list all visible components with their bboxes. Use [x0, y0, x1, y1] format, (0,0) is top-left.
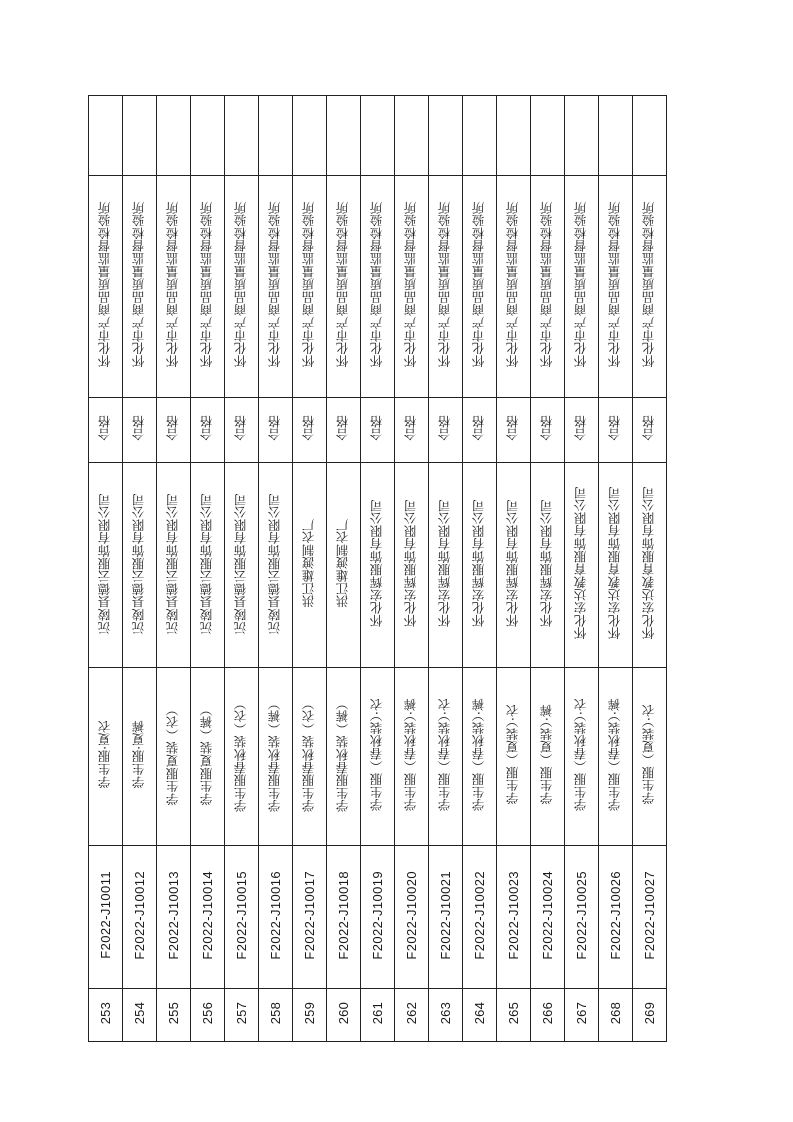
- code-cell: [89, 846, 123, 989]
- code-text: F2022-J10019: [370, 870, 385, 960]
- product-cell: [565, 668, 599, 846]
- agency-text: 怀化市产商品质量监督检验所: [97, 201, 113, 368]
- company-cell: [429, 463, 463, 668]
- product-cell: [531, 668, 565, 846]
- agency-text: 怀化市产商品质量监督检验所: [505, 201, 521, 368]
- agency-text: 怀化市产商品质量监督检验所: [607, 201, 623, 368]
- blank-cell: [293, 96, 327, 176]
- row-number-cell: [497, 989, 531, 1042]
- agency-cell: [293, 176, 327, 398]
- product-cell: [599, 668, 633, 846]
- agency-text: 怀化市产商品质量监督检验所: [641, 201, 657, 368]
- result-cell: [565, 398, 599, 463]
- result-cell: [157, 398, 191, 463]
- code-text: F2022-J10012: [132, 870, 147, 960]
- company-cell: [123, 463, 157, 668]
- table-band-agency: [89, 176, 701, 398]
- agency-text: 怀化市产商品质量监督检验所: [369, 201, 385, 368]
- agency-text: 怀化市产商品质量监督检验所: [199, 201, 215, 368]
- result-cell: [259, 398, 293, 463]
- agency-cell: [633, 176, 667, 398]
- row-number-cell: [327, 989, 361, 1042]
- code-cell: [531, 846, 565, 989]
- result-cell: [633, 398, 667, 463]
- company-text: 怀化宏达教育服饰有限公司: [573, 486, 589, 640]
- code-cell: [225, 846, 259, 989]
- result-text: 合格: [471, 415, 487, 441]
- product-text: 学生服（夏装）·衣: [505, 704, 521, 805]
- company-text: 沅陵县德云服饰有限公司: [131, 492, 147, 634]
- blank-cell: [225, 96, 259, 176]
- product-text: 学生服·夏衣: [97, 720, 113, 789]
- company-cell: [293, 463, 327, 668]
- code-text: F2022-J10025: [574, 870, 589, 960]
- row-number-cell: [565, 989, 599, 1042]
- result-text: 合格: [199, 415, 215, 441]
- code-text: F2022-J10018: [336, 870, 351, 960]
- row-number-text: 269: [642, 1001, 657, 1025]
- product-cell: [395, 668, 429, 846]
- result-text: 合格: [165, 415, 181, 441]
- company-cell: [191, 463, 225, 668]
- agency-text: 怀化市产商品质量监督检验所: [335, 201, 351, 368]
- result-text: 合格: [97, 415, 113, 441]
- company-text: 沅陵县德云服饰有限公司: [97, 492, 113, 634]
- result-cell: [361, 398, 395, 463]
- company-text: 沅陵县德云服饰有限公司: [233, 492, 249, 634]
- agency-cell: [361, 176, 395, 398]
- product-text: 学生服（春秋装）·裤: [403, 697, 419, 812]
- product-cell: [327, 668, 361, 846]
- product-cell: [497, 668, 531, 846]
- blank-cell: [89, 96, 123, 176]
- company-text: 怀化宏辉服饰有限公司: [369, 499, 385, 627]
- agency-text: 怀化市产商品质量监督检验所: [403, 201, 419, 368]
- result-text: 合格: [403, 415, 419, 441]
- company-text: 怀化宏辉服饰有限公司: [505, 499, 521, 627]
- agency-text: 怀化市产商品质量监督检验所: [437, 201, 453, 368]
- agency-cell: [157, 176, 191, 398]
- agency-text: 怀化市产商品质量监督检验所: [131, 201, 147, 368]
- company-cell: [633, 463, 667, 668]
- code-text: F2022-J10026: [608, 870, 623, 960]
- blank-cell: [157, 96, 191, 176]
- code-text: F2022-J10023: [506, 870, 521, 960]
- result-text: 合格: [233, 415, 249, 441]
- product-cell: [89, 668, 123, 846]
- product-cell: [463, 668, 497, 846]
- row-number-cell: [293, 989, 327, 1042]
- company-cell: [259, 463, 293, 668]
- product-cell: [429, 668, 463, 846]
- blank-cell: [531, 96, 565, 176]
- company-text: 怀化宏辉服饰有限公司: [471, 499, 487, 627]
- row-number-cell: [191, 989, 225, 1042]
- company-text: 洪江雄渡制衣厂: [301, 518, 317, 608]
- blank-cell: [191, 96, 225, 176]
- row-number-text: 256: [200, 1001, 215, 1025]
- company-cell: [395, 463, 429, 668]
- code-text: F2022-J10011: [98, 871, 113, 959]
- agency-cell: [565, 176, 599, 398]
- result-text: 合格: [641, 415, 657, 441]
- code-cell: [259, 846, 293, 989]
- product-text: 学生服（春秋装）·裤: [471, 697, 487, 812]
- row-number-text: 262: [404, 1001, 419, 1025]
- code-cell: [497, 846, 531, 989]
- company-text: 怀化宏达教育服饰有限公司: [607, 486, 623, 640]
- code-text: F2022-J10013: [166, 870, 181, 960]
- product-cell: [157, 668, 191, 846]
- code-cell: [599, 846, 633, 989]
- product-text: 学生服春秋装（衣）: [233, 696, 249, 813]
- result-text: 合格: [573, 415, 589, 441]
- blank-cell: [599, 96, 633, 176]
- code-cell: [361, 846, 395, 989]
- row-number-text: 259: [302, 1001, 317, 1025]
- row-number-cell: [395, 989, 429, 1042]
- code-cell: [463, 846, 497, 989]
- agency-text: 怀化市产商品质量监督检验所: [165, 201, 181, 368]
- blank-cell: [395, 96, 429, 176]
- blank-cell: [123, 96, 157, 176]
- product-text: 学生服（春秋装）·衣: [369, 697, 385, 812]
- company-cell: [599, 463, 633, 668]
- row-number-cell: [463, 989, 497, 1042]
- row-number-cell: [225, 989, 259, 1042]
- company-cell: [361, 463, 395, 668]
- code-cell: [157, 846, 191, 989]
- agency-cell: [599, 176, 633, 398]
- code-text: F2022-J10014: [200, 870, 215, 960]
- product-text: 学生服·夏裤: [131, 720, 147, 789]
- result-text: 合格: [335, 415, 351, 441]
- code-cell: [123, 846, 157, 989]
- result-cell: [123, 398, 157, 463]
- product-cell: [225, 668, 259, 846]
- row-number-cell: [633, 989, 667, 1042]
- company-text: 怀化宏辉服饰有限公司: [403, 499, 419, 627]
- table-band-blank: [89, 96, 701, 176]
- agency-cell: [191, 176, 225, 398]
- agency-cell: [395, 176, 429, 398]
- product-cell: [191, 668, 225, 846]
- agency-cell: [89, 176, 123, 398]
- code-text: F2022-J10021: [438, 870, 453, 960]
- product-text: 学生服夏装（衣）: [165, 703, 181, 806]
- result-text: 合格: [369, 415, 385, 441]
- product-text: 学生服（夏装）·裤: [539, 704, 555, 805]
- product-text: 学生服（春秋装）·裤: [607, 697, 623, 812]
- product-text: 学生服（春秋装）·衣: [437, 697, 453, 812]
- row-number-cell: [429, 989, 463, 1042]
- table-band-no: [89, 989, 701, 1042]
- company-cell: [497, 463, 531, 668]
- row-number-cell: [599, 989, 633, 1042]
- result-cell: [395, 398, 429, 463]
- code-text: F2022-J10016: [268, 870, 283, 960]
- agency-text: 怀化市产商品质量监督检验所: [539, 201, 555, 368]
- result-cell: [463, 398, 497, 463]
- table-band-product: [89, 668, 701, 846]
- company-text: 怀化宏辉服饰有限公司: [437, 499, 453, 627]
- blank-cell: [429, 96, 463, 176]
- row-number-cell: [123, 989, 157, 1042]
- product-cell: [259, 668, 293, 846]
- result-cell: [89, 398, 123, 463]
- agency-cell: [429, 176, 463, 398]
- code-text: F2022-J10015: [234, 870, 249, 960]
- result-text: 合格: [437, 415, 453, 441]
- table-band-result: [89, 398, 701, 463]
- inspection-results-table: [88, 95, 701, 1042]
- agency-text: 怀化市产商品质量监督检验所: [573, 201, 589, 368]
- row-number-text: 260: [336, 1001, 351, 1025]
- agency-cell: [463, 176, 497, 398]
- blank-cell: [497, 96, 531, 176]
- result-text: 合格: [131, 415, 147, 441]
- blank-cell: [361, 96, 395, 176]
- row-number-cell: [531, 989, 565, 1042]
- code-cell: [293, 846, 327, 989]
- code-cell: [429, 846, 463, 989]
- agency-cell: [259, 176, 293, 398]
- product-text: 学生服夏装（裤）: [199, 703, 215, 806]
- agency-text: 怀化市产商品质量监督检验所: [233, 201, 249, 368]
- blank-cell: [633, 96, 667, 176]
- code-text: F2022-J10027: [642, 870, 657, 960]
- blank-cell: [327, 96, 361, 176]
- result-cell: [191, 398, 225, 463]
- company-text: 沅陵县德云服饰有限公司: [199, 492, 215, 634]
- result-text: 合格: [301, 415, 317, 441]
- code-cell: [191, 846, 225, 989]
- row-number-text: 267: [574, 1001, 589, 1025]
- result-cell: [531, 398, 565, 463]
- product-cell: [633, 668, 667, 846]
- agency-cell: [497, 176, 531, 398]
- agency-text: 怀化市产商品质量监督检验所: [471, 201, 487, 368]
- code-text: F2022-J10024: [540, 870, 555, 960]
- company-cell: [327, 463, 361, 668]
- agency-cell: [225, 176, 259, 398]
- blank-cell: [259, 96, 293, 176]
- code-cell: [327, 846, 361, 989]
- company-text: 沅陵县德云服饰有限公司: [267, 492, 283, 634]
- company-text: 洪江雄渡制衣厂: [335, 518, 351, 608]
- product-text: 学生服（夏装）·衣: [641, 704, 657, 805]
- code-text: F2022-J10022: [472, 870, 487, 960]
- product-text: 学生服春秋装（衣）: [301, 696, 317, 813]
- result-cell: [327, 398, 361, 463]
- code-cell: [565, 846, 599, 989]
- row-number-text: 255: [166, 1001, 181, 1025]
- row-number-cell: [361, 989, 395, 1042]
- result-cell: [497, 398, 531, 463]
- result-cell: [225, 398, 259, 463]
- row-number-text: 264: [472, 1001, 487, 1025]
- table-band-company: [89, 463, 701, 668]
- product-cell: [361, 668, 395, 846]
- product-text: 学生服（春秋装）·衣: [573, 697, 589, 812]
- agency-cell: [327, 176, 361, 398]
- blank-cell: [565, 96, 599, 176]
- product-text: 学生服春秋装（裤）: [335, 696, 351, 813]
- agency-cell: [531, 176, 565, 398]
- company-cell: [89, 463, 123, 668]
- row-number-text: 258: [268, 1001, 283, 1025]
- row-number-text: 266: [540, 1001, 555, 1025]
- agency-text: 怀化市产商品质量监督检验所: [301, 201, 317, 368]
- result-text: 合格: [267, 415, 283, 441]
- row-number-text: 265: [506, 1001, 521, 1025]
- company-cell: [463, 463, 497, 668]
- company-text: 怀化宏达教育服饰有限公司: [641, 486, 657, 640]
- code-cell: [633, 846, 667, 989]
- company-text: 沅陵县德云服饰有限公司: [165, 492, 181, 634]
- agency-text: 怀化市产商品质量监督检验所: [267, 201, 283, 368]
- product-cell: [293, 668, 327, 846]
- row-number-cell: [259, 989, 293, 1042]
- company-cell: [157, 463, 191, 668]
- agency-cell: [123, 176, 157, 398]
- result-cell: [599, 398, 633, 463]
- blank-cell: [463, 96, 497, 176]
- row-number-text: 263: [438, 1001, 453, 1025]
- row-number-text: 268: [608, 1001, 623, 1025]
- row-number-text: 254: [132, 1001, 147, 1025]
- code-cell: [395, 846, 429, 989]
- code-text: F2022-J10017: [302, 870, 317, 960]
- row-number-text: 257: [234, 1001, 249, 1025]
- code-text: F2022-J10020: [404, 870, 419, 960]
- row-number-text: 261: [370, 1001, 385, 1025]
- table-band-code: [89, 846, 701, 989]
- result-cell: [293, 398, 327, 463]
- result-text: 合格: [539, 415, 555, 441]
- row-number-cell: [89, 989, 123, 1042]
- company-cell: [565, 463, 599, 668]
- company-cell: [225, 463, 259, 668]
- row-number-text: 253: [98, 1001, 113, 1025]
- result-text: 合格: [607, 415, 623, 441]
- product-cell: [123, 668, 157, 846]
- row-number-cell: [157, 989, 191, 1042]
- product-text: 学生服春秋装（裤）: [267, 696, 283, 813]
- result-text: 合格: [505, 415, 521, 441]
- company-cell: [531, 463, 565, 668]
- result-cell: [429, 398, 463, 463]
- company-text: 怀化宏辉服饰有限公司: [539, 499, 555, 627]
